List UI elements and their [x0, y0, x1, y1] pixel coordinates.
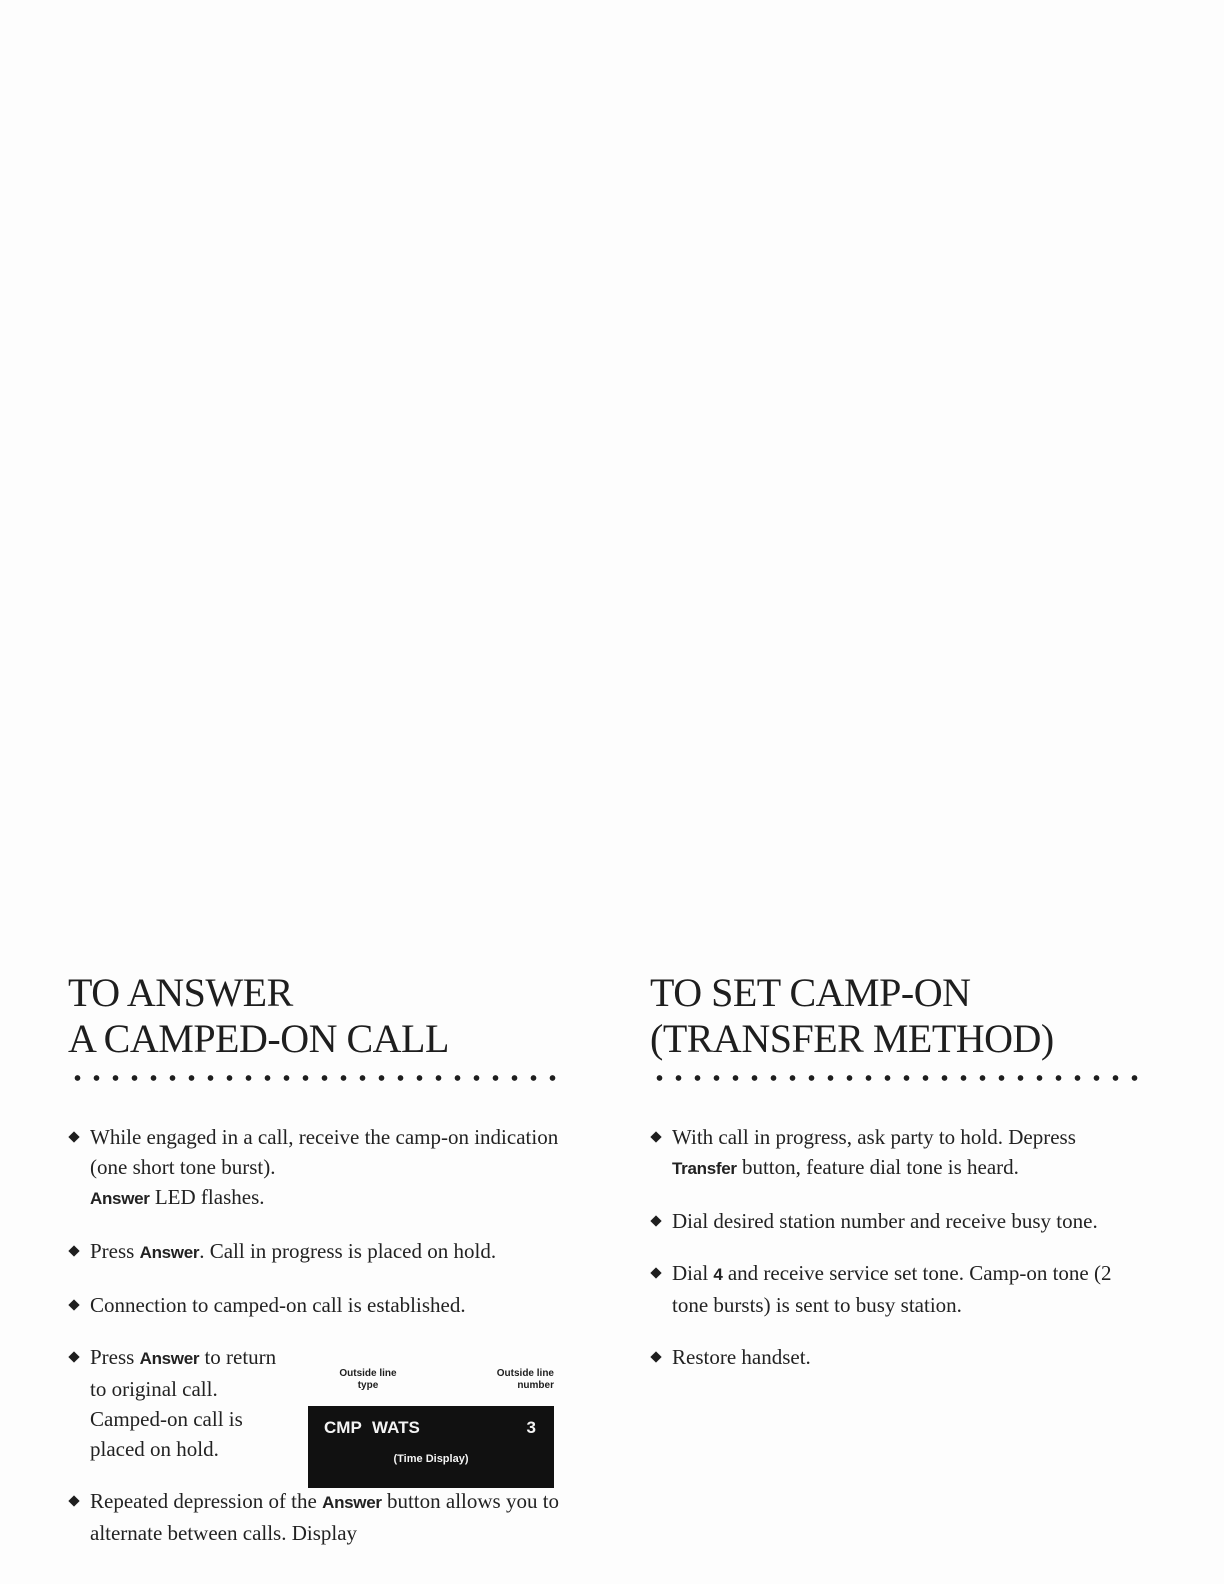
- set-camp-on-heading: [650, 970, 1150, 1062]
- lcd-display: [308, 1406, 554, 1488]
- list-item: Press Answer. Call in progress is placed on hold.: [68, 1236, 568, 1268]
- outside-line-type-label: Outside line type: [339, 1368, 397, 1391]
- diamond-bullet-icon: [68, 1299, 79, 1310]
- diamond-bullet-icon: [68, 1131, 79, 1142]
- display-line-type: WATS: [372, 1418, 420, 1437]
- answer-key-label: Answer: [139, 1349, 200, 1368]
- dotted-divider: [650, 1074, 1144, 1082]
- display-code: CMP: [324, 1418, 362, 1437]
- diamond-bullet-icon: [650, 1131, 661, 1142]
- heading-line-1: TO SET CAMP-ON: [650, 970, 971, 1015]
- transfer-key-label: Transfer: [672, 1159, 737, 1178]
- set-camp-on-steps-list: [650, 1122, 1150, 1372]
- answer-key-label: Answer: [322, 1493, 382, 1512]
- heading-line-2: (TRANSFER METHOD): [650, 1016, 1054, 1061]
- display-line-number: 3: [526, 1418, 536, 1437]
- heading-line-2: A CAMPED-ON CALL: [68, 1016, 449, 1061]
- dotted-divider: [68, 1074, 562, 1082]
- answer-key-label: Answer: [90, 1189, 150, 1208]
- phone-display-figure: [308, 1368, 554, 1488]
- diamond-bullet-icon: [650, 1351, 661, 1362]
- diamond-bullet-icon: [68, 1351, 79, 1362]
- outside-line-number-label: Outside line number: [496, 1368, 554, 1391]
- heading-line-1: TO ANSWER: [68, 970, 293, 1015]
- list-item: Connection to camped-on call is established.: [68, 1290, 568, 1320]
- answer-camp-on-heading: [68, 970, 568, 1062]
- answer-key-label: Answer: [139, 1243, 200, 1262]
- dial-digit-label: 4: [713, 1265, 723, 1284]
- list-item: Restore handset.: [650, 1342, 1150, 1372]
- diamond-bullet-icon: [68, 1245, 79, 1256]
- diamond-bullet-icon: [650, 1267, 661, 1278]
- list-item: Repeated depression of the Answer button allows you to alternate between calls. Display: [68, 1486, 568, 1548]
- list-item: Press Answer to return to original call. Camped-on call is placed on hold.: [68, 1342, 568, 1464]
- list-item: Dial 4 and receive service set tone. Camp-on tone (2 tone bursts) is sent to busy station.: [650, 1258, 1150, 1320]
- display-time: (Time Display): [393, 1453, 469, 1465]
- right-column: [650, 970, 1150, 1394]
- list-item: Dial desired station number and receive busy tone.: [650, 1206, 1150, 1236]
- list-item: With call in progress, ask party to hold. Depress Transfer button, feature dial tone is heard.: [650, 1122, 1150, 1184]
- list-item: While engaged in a call, receive the camp-on indication (one short tone burst). Answer LED flashes.: [68, 1122, 568, 1214]
- diamond-bullet-icon: [68, 1495, 79, 1506]
- diamond-bullet-icon: [650, 1215, 661, 1226]
